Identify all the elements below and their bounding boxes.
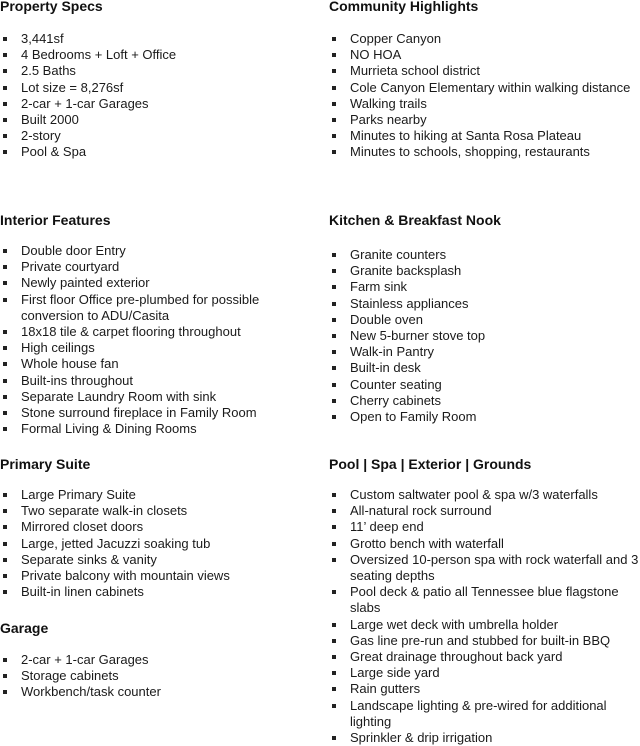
community-highlights-section	[329, 0, 640, 161]
list-item: First floor Office pre-plumbed for possible conversion to ADU/Casita	[0, 292, 316, 324]
list-item: Formal Living & Dining Rooms	[0, 421, 316, 437]
list-item: Minutes to hiking at Santa Rosa Plateau	[329, 128, 640, 144]
list-item: Open to Family Room	[329, 409, 640, 425]
list-item: Grotto bench with waterfall	[329, 536, 640, 552]
list-item: Sprinkler & drip irrigation	[329, 730, 640, 746]
list-item: Copper Canyon	[329, 31, 640, 47]
list-item: New 5-burner stove top	[329, 328, 640, 344]
list-item: Large side yard	[329, 665, 640, 681]
list-item: 4 Bedrooms + Loft + Office	[0, 47, 316, 63]
list-item: Storage cabinets	[0, 668, 316, 684]
list-item: 11’ deep end	[329, 519, 640, 535]
feature-list	[329, 247, 640, 425]
section-title: Pool | Spa | Exterior | Grounds	[329, 456, 532, 472]
list-item: Great drainage throughout back yard	[329, 649, 640, 665]
list-item: Granite backsplash	[329, 263, 640, 279]
feature-list	[0, 243, 316, 437]
list-item: 2-car + 1-car Garages	[0, 652, 316, 668]
list-item: Large Primary Suite	[0, 487, 316, 503]
list-item: Whole house fan	[0, 356, 316, 372]
list-item: 3,441sf	[0, 31, 316, 47]
list-item: Minutes to schools, shopping, restaurants	[329, 144, 640, 160]
section-title: Garage	[0, 620, 49, 636]
garage-section	[0, 620, 316, 701]
section-title: Property Specs	[0, 0, 103, 14]
list-item: Granite counters	[329, 247, 640, 263]
section-title: Kitchen & Breakfast Nook	[329, 212, 501, 228]
list-item: Built-in linen cabinets	[0, 584, 316, 600]
feature-list	[329, 487, 640, 746]
list-item: Private balcony with mountain views	[0, 568, 316, 584]
list-item: Landscape lighting & pre-wired for additional lighting	[329, 698, 640, 730]
list-item: Two separate walk-in closets	[0, 503, 316, 519]
list-item: Large wet deck with umbrella holder	[329, 617, 640, 633]
list-item: Workbench/task counter	[0, 684, 316, 700]
list-item: Gas line pre-run and stubbed for built-in BBQ	[329, 633, 640, 649]
interior-features-section	[0, 212, 316, 437]
pool-spa-exterior-section	[329, 456, 640, 746]
list-item: 2-story	[0, 128, 316, 144]
list-item: Separate Laundry Room with sink	[0, 389, 316, 405]
list-item: Pool deck & patio all Tennessee blue flagstone slabs	[329, 584, 640, 616]
list-item: Cherry cabinets	[329, 393, 640, 409]
list-item: Lot size = 8,276sf	[0, 80, 316, 96]
feature-list	[329, 31, 640, 161]
property-specs-section	[0, 0, 316, 161]
list-item: Built-ins throughout	[0, 373, 316, 389]
list-item: Large, jetted Jacuzzi soaking tub	[0, 536, 316, 552]
list-item: Oversized 10-person spa with rock waterfall and 3 seating depths	[329, 552, 640, 584]
list-item: 2.5 Baths	[0, 63, 316, 79]
list-item: Stainless appliances	[329, 296, 640, 312]
section-title: Interior Features	[0, 212, 111, 228]
section-title: Primary Suite	[0, 456, 91, 472]
kitchen-section	[329, 212, 640, 425]
list-item: 18x18 tile & carpet flooring throughout	[0, 324, 316, 340]
list-item: 2-car + 1-car Garages	[0, 96, 316, 112]
feature-list	[0, 652, 316, 701]
list-item: Counter seating	[329, 377, 640, 393]
list-item: Double door Entry	[0, 243, 316, 259]
list-item: Rain gutters	[329, 681, 640, 697]
list-item: Custom saltwater pool & spa w/3 waterfalls	[329, 487, 640, 503]
list-item: High ceilings	[0, 340, 316, 356]
list-item: Built-in desk	[329, 360, 640, 376]
primary-suite-section	[0, 456, 316, 600]
list-item: Parks nearby	[329, 112, 640, 128]
list-item: Mirrored closet doors	[0, 519, 316, 535]
list-item: All-natural rock surround	[329, 503, 640, 519]
section-title: Community Highlights	[329, 0, 479, 14]
feature-list	[0, 487, 316, 600]
list-item: Walk-in Pantry	[329, 344, 640, 360]
list-item: Farm sink	[329, 279, 640, 295]
list-item: NO HOA	[329, 47, 640, 63]
list-item: Built 2000	[0, 112, 316, 128]
list-item: Newly painted exterior	[0, 275, 316, 291]
list-item: Double oven	[329, 312, 640, 328]
list-item: Pool & Spa	[0, 144, 316, 160]
list-item: Walking trails	[329, 96, 640, 112]
feature-list	[0, 31, 316, 161]
list-item: Private courtyard	[0, 259, 316, 275]
list-item: Stone surround fireplace in Family Room	[0, 405, 316, 421]
list-item: Murrieta school district	[329, 63, 640, 79]
list-item: Separate sinks & vanity	[0, 552, 316, 568]
list-item: Cole Canyon Elementary within walking distance	[329, 80, 640, 96]
